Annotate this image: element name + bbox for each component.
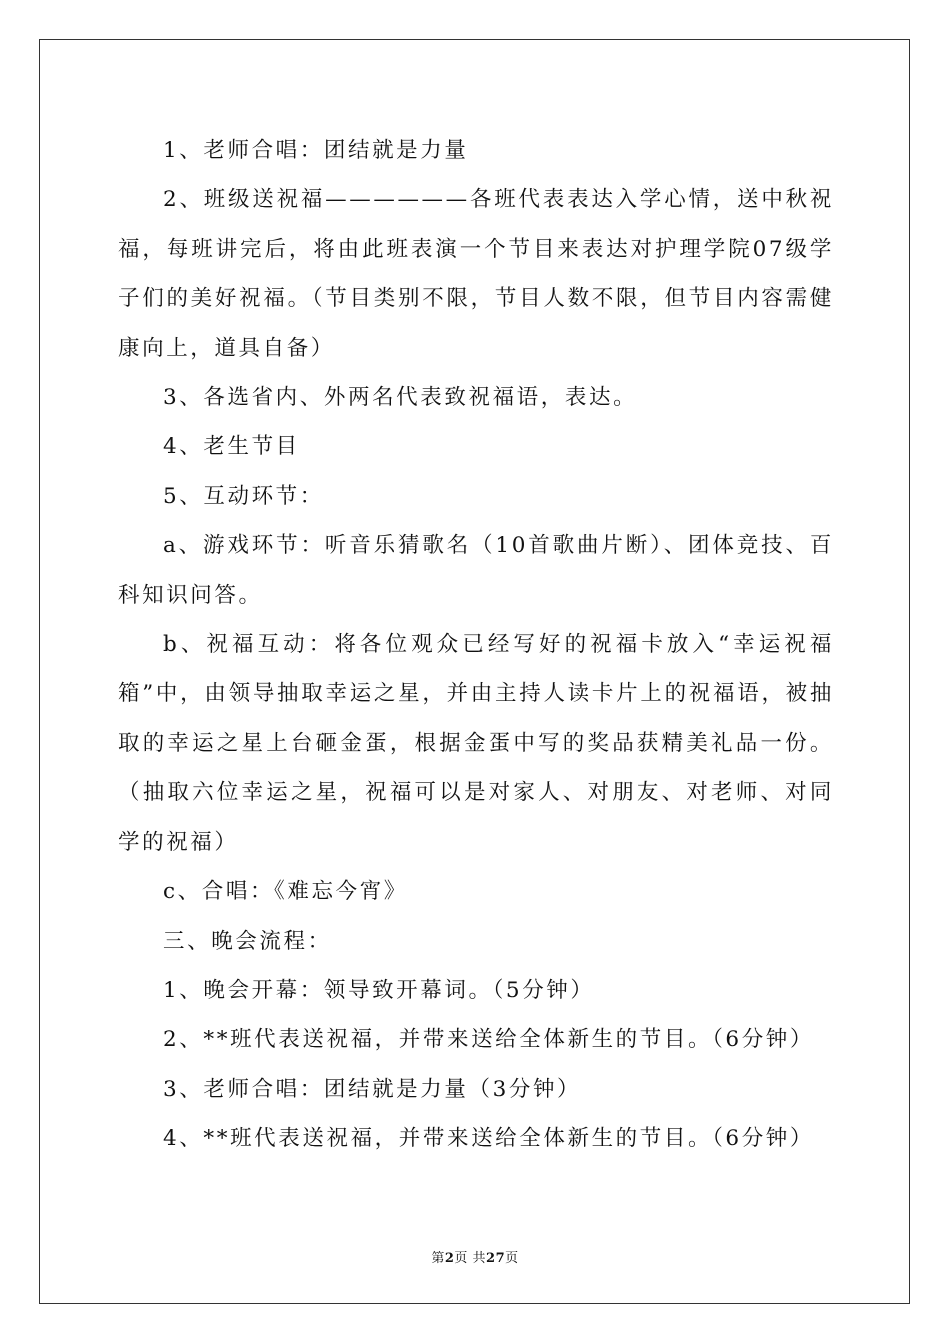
paragraph: a、游戏环节：听音乐猜歌名（10首歌曲片断）、团体竞技、百科知识问答。	[118, 533, 834, 608]
paragraph: 4、**班代表送祝福，并带来送给全体新生的节目。（6分钟）	[163, 1126, 815, 1152]
footer-prefix: 第	[431, 1251, 445, 1266]
paragraph: 1、晚会开幕：领导致开幕词。（5分钟）	[163, 977, 595, 1003]
footer-middle: 页 共	[454, 1251, 487, 1266]
paragraph: 4、老生节目	[163, 434, 300, 460]
paragraph: 2、班级送祝福——————各班代表表达入学心情，送中秋祝福，每班讲完后，将由此班表演一个节目来表达对护理学院07级学子们的美好祝福。（节目类别不限，节目人数不限，但节目内容需健康向上，道具自备）	[118, 187, 834, 361]
total-page-count: 27	[486, 1251, 506, 1266]
document-body	[118, 126, 834, 1164]
paragraph: 5、互动环节：	[163, 483, 324, 509]
paragraph: 三、晚会流程：	[163, 928, 332, 954]
paragraph: 2、**班代表送祝福，并带来送给全体新生的节目。（6分钟）	[163, 1027, 815, 1053]
paragraph: 3、各选省内、外两名代表致祝福语，表达。	[163, 385, 638, 411]
paragraph: 1、老师合唱：团结就是力量	[163, 138, 469, 163]
paragraph: b、祝福互动：将各位观众已经写好的祝福卡放入“幸运祝福箱”中，由领导抽取幸运之星，并由主持人读卡片上的祝福语，被抽取的幸运之星上台砸金蛋，根据金蛋中写的奖品获精美礼品一份。（抽取六位幸运之星，祝福可以是对家人、对朋友、对老师、对同学的祝福）	[118, 632, 834, 855]
current-page-number: 2	[444, 1251, 455, 1266]
page-footer	[0, 1247, 950, 1266]
footer-suffix: 页	[505, 1251, 519, 1266]
paragraph: c、合唱：《难忘今宵》	[163, 879, 408, 905]
paragraph: 3、老师合唱：团结就是力量（3分钟）	[163, 1076, 582, 1102]
